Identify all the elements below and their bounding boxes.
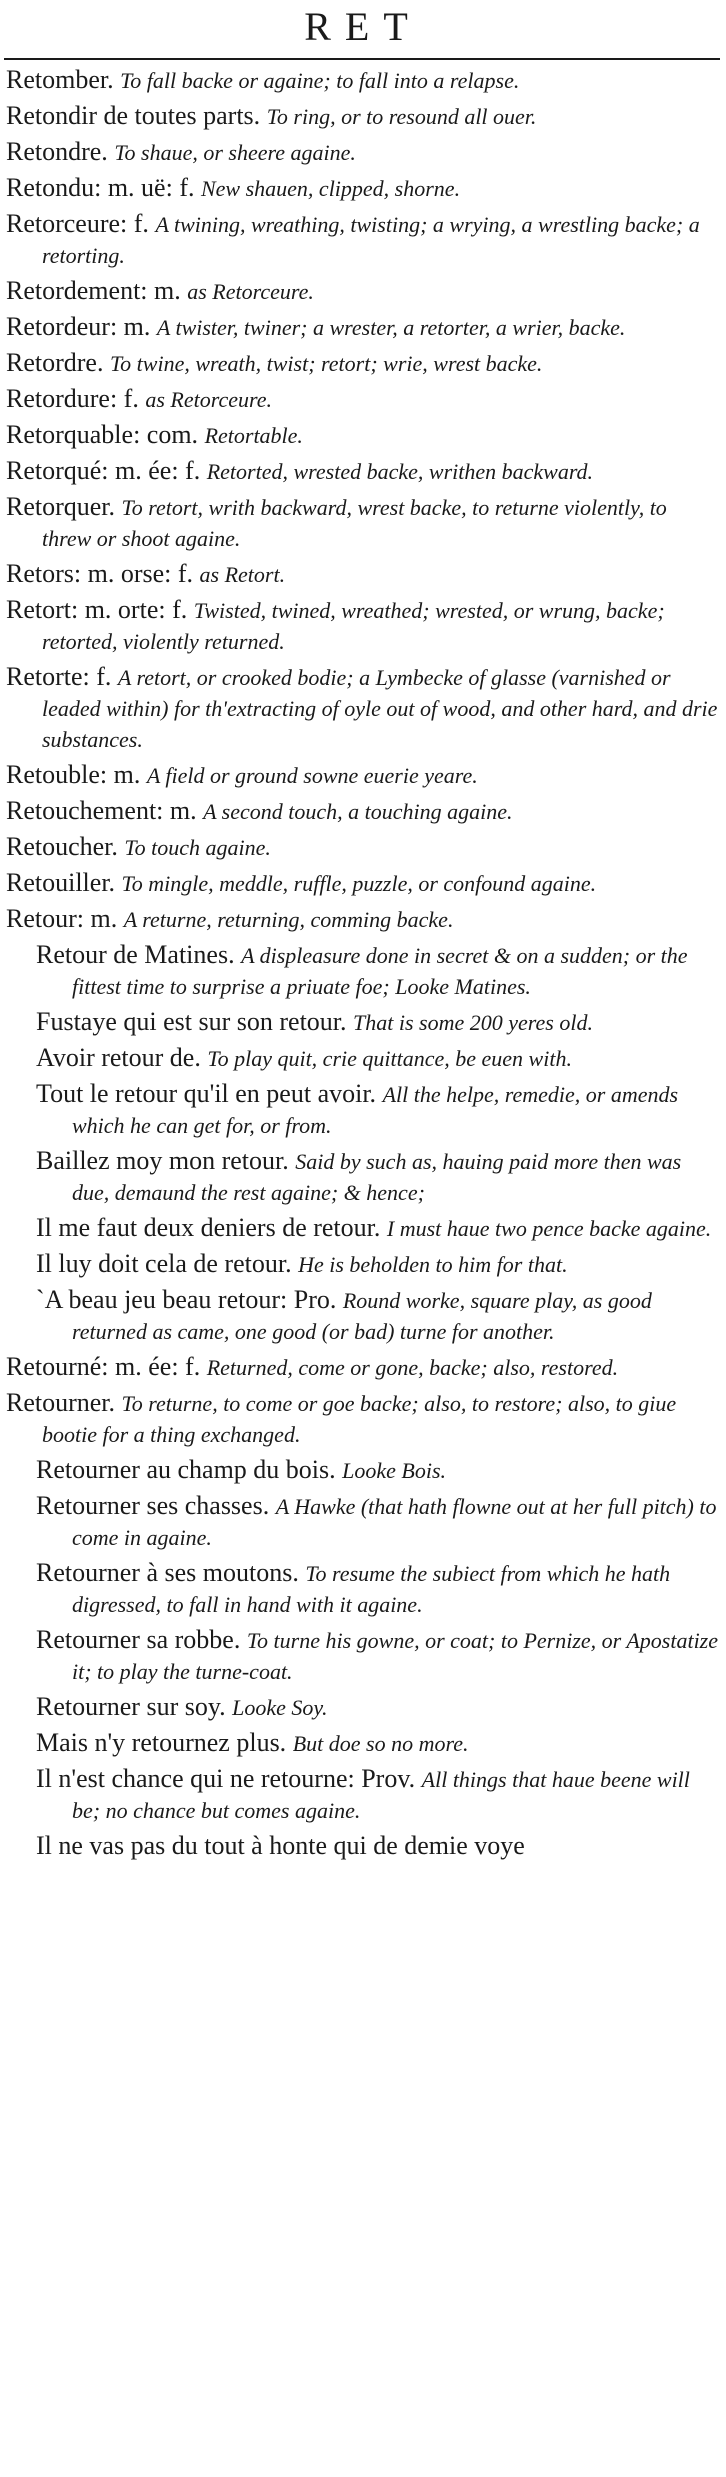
sub-entry — [36, 1455, 718, 1486]
dictionary-entry — [6, 1352, 718, 1383]
dictionary-entry — [6, 832, 718, 863]
entry-headword: Mais n'y retournez plus. — [36, 1728, 287, 1757]
entry-translation: To turne his gowne, or coat; to Pernize, or Apostatize it; to play the turne-coat. — [72, 1628, 719, 1684]
entry-translation: To mingle, meddle, ruffle, puzzle, or confound againe. — [121, 871, 597, 896]
entry-headword: Retour: m. — [6, 904, 118, 933]
entry-translation: To touch againe. — [124, 835, 271, 860]
entry-headword: Baillez moy mon retour. — [36, 1146, 289, 1175]
header-rule — [4, 58, 720, 60]
sub-entry — [36, 1491, 718, 1553]
dictionary-entry — [6, 312, 718, 343]
sub-entry — [36, 1728, 718, 1759]
entry-translation: as Retorceure. — [145, 387, 273, 412]
entry-headword: Retondu: m. uë: f. — [6, 173, 195, 202]
sub-entry — [36, 1007, 718, 1038]
entry-translation: A twining, wreathing, twisting; a wrying, a wrestling backe; a retorting. — [42, 212, 700, 268]
entry-headword: Retourné: m. ée: f. — [6, 1352, 201, 1381]
sub-entry — [36, 1558, 718, 1620]
sub-entry — [36, 1146, 718, 1208]
dictionary-entry — [6, 868, 718, 899]
sub-entry — [36, 1285, 718, 1347]
dictionary-entry — [6, 173, 718, 204]
entry-headword: `A beau jeu beau retour: Pro. — [36, 1285, 337, 1314]
entry-translation: Round worke, square play, as good returned as came, one good (or bad) turne for another. — [72, 1288, 652, 1344]
entry-headword: Il luy doit cela de retour. — [36, 1249, 292, 1278]
entry-headword: Retondir de toutes parts. — [6, 101, 261, 130]
dictionary-entry — [6, 796, 718, 827]
entry-translation: All things that haue beene will be; no chance but comes againe. — [72, 1767, 690, 1823]
entry-translation: But doe so no more. — [292, 1731, 469, 1756]
entry-translation: as Retorceure. — [187, 279, 314, 304]
sub-entry — [36, 1764, 718, 1826]
entry-translation: To ring, or to resound all ouer. — [266, 104, 537, 129]
entry-translation: To fall backe or againe; to fall into a relapse. — [120, 68, 520, 93]
entry-headword: Retomber. — [6, 65, 114, 94]
entry-headword: Retouchement: m. — [6, 796, 197, 825]
entry-translation: as Retort. — [199, 562, 286, 587]
entry-translation: To retort, writh backward, wrest backe, to returne violently, to threw or shoot againe. — [42, 495, 667, 551]
entry-translation: To shaue, or sheere againe. — [114, 140, 356, 165]
entry-headword: Retorquer. — [6, 492, 116, 521]
dictionary-entry — [6, 559, 718, 590]
entry-translation: A displeasure done in secret & on a sudden; or the fittest time to surprise a priuate foe; Looke Matines. — [72, 943, 688, 999]
entry-headword: Retorte: f. — [6, 662, 112, 691]
entry-headword: Retourner. — [6, 1388, 116, 1417]
entry-headword: Retordeur: m. — [6, 312, 151, 341]
entry-translation: Looke Bois. — [342, 1458, 447, 1483]
dictionary-entry — [6, 348, 718, 379]
entry-headword: Retourner ses chasses. — [36, 1491, 270, 1520]
entry-translation: New shauen, clipped, shorne. — [200, 176, 461, 201]
dictionary-entry — [6, 276, 718, 307]
entry-headword: Retourner sur soy. — [36, 1692, 226, 1721]
dictionary-entry — [6, 101, 718, 132]
sub-entry — [36, 1625, 718, 1687]
entry-headword: Il n'est chance qui ne retourne: Prov. — [36, 1764, 416, 1793]
entry-translation: Twisted, twined, wreathed; wrested, or wrung, backe; retorted, violently returned. — [42, 598, 665, 654]
entry-headword: Il ne vas pas du tout à honte qui de demie voye — [36, 1831, 525, 1860]
entry-translation: A Hawke (that hath flowne out at her full pitch) to come in againe. — [72, 1494, 717, 1550]
entry-headword: Retorceure: f. — [6, 209, 149, 238]
sub-entry — [36, 1213, 718, 1244]
entry-headword: Retourner au champ du bois. — [36, 1455, 336, 1484]
entry-headword: Retordement: m. — [6, 276, 181, 305]
sub-entry — [36, 940, 718, 1002]
dictionary-entry — [6, 760, 718, 791]
entry-headword: Retourner sa robbe. — [36, 1625, 241, 1654]
entry-translation: All the helpe, remedie, or amends which he can get for, or from. — [72, 1082, 679, 1138]
sub-entry — [36, 1079, 718, 1141]
entry-headword: Retourner à ses moutons. — [36, 1558, 299, 1587]
entry-headword: Avoir retour de. — [36, 1043, 201, 1072]
entry-headword: Retors: m. orse: f. — [6, 559, 194, 588]
entry-translation: To resume the subiect from which he hath digressed, to fall in hand with it againe. — [72, 1561, 671, 1617]
sub-entry — [36, 1692, 718, 1723]
entry-translation: A second touch, a touching againe. — [203, 799, 513, 824]
entry-translation: He is beholden to him for that. — [298, 1252, 568, 1277]
entry-translation: That is some 200 yeres old. — [353, 1010, 593, 1035]
entry-translation: To twine, wreath, twist; retort; wrie, wrest backe. — [109, 351, 543, 376]
sub-entry — [36, 1249, 718, 1280]
entry-headword: Retordure: f. — [6, 384, 139, 413]
sub-entry — [36, 1831, 718, 1862]
entry-translation: Returned, come or gone, backe; also, restored. — [206, 1355, 619, 1380]
dictionary-entry — [6, 904, 718, 935]
entry-headword: Il me faut deux deniers de retour. — [36, 1213, 381, 1242]
dictionary-entry — [6, 137, 718, 168]
entry-headword: Retorquable: com. — [6, 420, 199, 449]
dictionary-entry — [6, 1388, 718, 1450]
dictionary-entry — [6, 65, 718, 96]
entry-translation: Said by such as, hauing paid more then was due, demaund the rest againe; & hence; — [72, 1149, 682, 1205]
sub-entry — [36, 1043, 718, 1074]
entry-translation: To play quit, crie quittance, be euen with. — [207, 1046, 572, 1071]
entry-headword: Retondre. — [6, 137, 108, 166]
dictionary-entry — [6, 209, 718, 271]
entry-translation: Retortable. — [204, 423, 303, 448]
dictionary-entry — [6, 492, 718, 554]
page-header: RET — [304, 4, 422, 49]
entry-headword: Retouble: m. — [6, 760, 141, 789]
entry-translation: I must haue two pence backe againe. — [386, 1216, 712, 1241]
entry-headword: Retort: m. orte: f. — [6, 595, 188, 624]
entry-headword: Retour de Matines. — [36, 940, 235, 969]
dictionary-entry — [6, 595, 718, 657]
entry-translation: Looke Soy. — [232, 1695, 328, 1720]
entry-translation: Retorted, wrested backe, writhen backward. — [206, 459, 594, 484]
entry-headword: Retouiller. — [6, 868, 116, 897]
entry-headword: Retorqué: m. ée: f. — [6, 456, 201, 485]
dictionary-entry — [6, 384, 718, 415]
entry-headword: Retordre. — [6, 348, 104, 377]
entry-translation: A field or ground sowne euerie yeare. — [146, 763, 478, 788]
entry-translation: A returne, returning, comming backe. — [123, 907, 454, 932]
entry-headword: Tout le retour qu'il en peut avoir. — [36, 1079, 377, 1108]
entry-headword: Fustaye qui est sur son retour. — [36, 1007, 347, 1036]
dictionary-entry — [6, 662, 718, 755]
dictionary-entry — [6, 420, 718, 451]
dictionary-entry — [6, 456, 718, 487]
entry-list — [6, 65, 718, 1867]
entry-headword: Retoucher. — [6, 832, 118, 861]
entry-translation: To returne, to come or goe backe; also, to restore; also, to giue bootie for a thing exchanged. — [42, 1391, 677, 1447]
entry-translation: A retort, or crooked bodie; a Lymbecke of glasse (varnished or leaded within) for th'extracting of oyle out of wood, and other hard, and drie substances. — [42, 665, 718, 752]
entry-translation: A twister, twiner; a wrester, a retorter, a wrier, backe. — [156, 315, 626, 340]
